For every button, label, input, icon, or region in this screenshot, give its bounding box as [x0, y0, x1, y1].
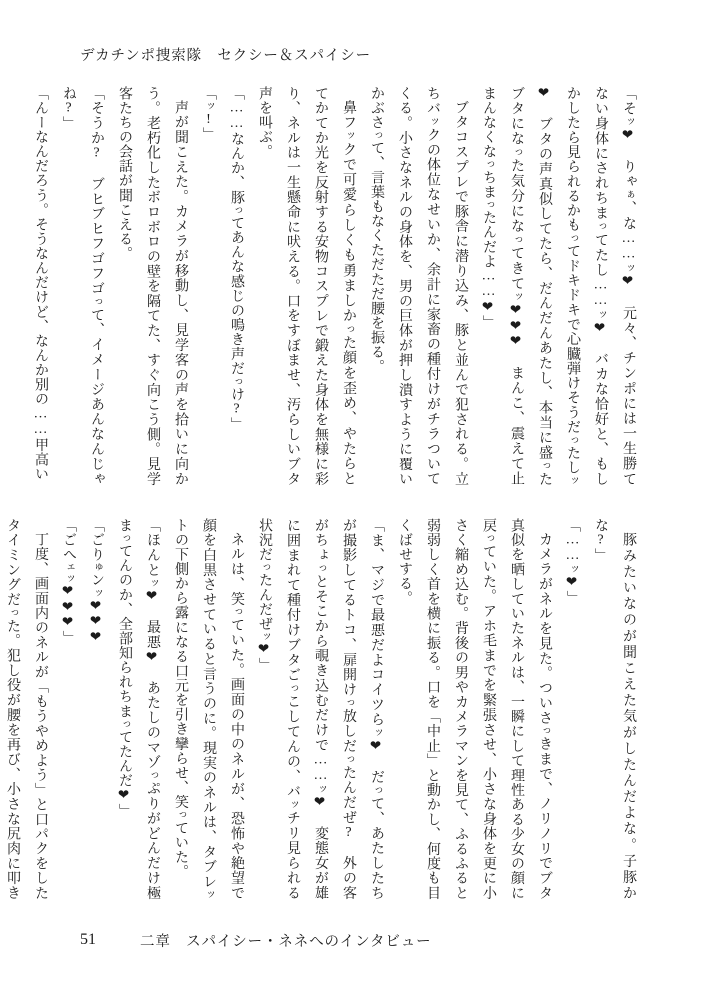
paragraph: 声が聞こえた。カメラが移動し、見学客の声を拾いに向かう。老朽化したボロボロの壁を隔てた、すぐ向こう側。見学客たちの会話が聞こえる。 [117, 86, 188, 487]
heart-icon: ❤ [509, 334, 524, 350]
paragraph: 「……なんか、豚ってあんな感じの鳴き声だっけ?」 [229, 86, 244, 432]
paragraph: 「ほんとッ❤ 最悪❤ あたしのマゾっぷりがどんだけ極まってんのか、全部知られちまってたんだ❤」 [117, 518, 160, 901]
paragraph: 「……ッ❤」 [565, 518, 580, 606]
heart-icon: ❤ [89, 598, 104, 615]
heart-icon: ❤ [117, 787, 132, 804]
page-footer [80, 926, 640, 954]
heart-icon: ❤ [145, 649, 160, 666]
paragraph: 「そうか? ブヒブヒフゴフゴって、イメージあんなんじゃね?」 [61, 86, 104, 487]
paragraph: 「ッ!」 [201, 86, 216, 142]
paragraph: 丁度、画面内のネルが「もうやめよう」と口パクをしたタイミングだった。犯し役が腰を再び、小さな尻肉に叩き [5, 518, 48, 901]
heart-icon: ❤ [621, 274, 636, 290]
heart-icon: ❤ [61, 584, 76, 600]
paragraph: ネルは、笑っていた。画面の中のネルが、恐怖や絶望で顔を白黒させていると言うのに。現実のネルは、タブレットの下側から露になる口元を引き攣らせ、笑っていた。 [173, 518, 244, 901]
heart-icon: ❤ [61, 615, 76, 631]
heart-icon: ❤ [89, 614, 104, 630]
paragraph: ブタコスプレで豚舎に潜り込み、豚と並んで犯される。立ちバックの体位なせいか、余計に家畜の種付けがチラついてくる。小さなネルの身体を、男の巨体が押し潰すように覆いかぶさって、言葉もなくただただ腰を振る。 [369, 86, 468, 487]
paragraph: 鼻フックで可愛らしくも勇ましかった顔を歪め、やたらとてかてか光を反射する安物コスプレで鍛えた身体を無様に彩り、ネルは一生懸命に吠える。口をすぼませ、汚らしいブタ声を叫ぶ。 [257, 86, 356, 487]
heart-icon: ❤ [369, 738, 384, 755]
heart-icon: ❤ [61, 599, 76, 616]
heart-icon: ❤ [313, 795, 328, 811]
paragraph: 豚みたいなのが聞こえた気がしたんだよな。子豚かな?」 [593, 518, 636, 901]
paragraph: 「そッ❤ りゃぁ、な……ッ❤ 元々、チンポには一生勝てない身体にされちまってたし……ッ❤ バカな恰好と、もしかしたら見られるかもってドキドキで心臓弾けそうだったしッ❤ ブタの声真似してたら、だんだんあたし、本当に盛ったブタになった気分になってきてッ❤❤❤ まんこ、震えて止まんなくなっちまったんだよ……❤」 [481, 86, 636, 487]
heart-icon: ❤ [481, 299, 496, 316]
running-head: デカチンポ捜索隊 セクシー＆スパイシー [80, 48, 372, 64]
paragraph: 「ごりゅンッ❤❤❤ [89, 518, 104, 646]
heart-icon: ❤ [509, 303, 524, 319]
paragraph: 「んーなんだろう。そうなんだけど、なんか別の……甲高い [33, 86, 48, 482]
heart-icon: ❤ [593, 320, 608, 337]
heart-icon: ❤ [89, 629, 104, 646]
heart-icon: ❤ [621, 127, 636, 144]
heart-icon: ❤ [145, 589, 160, 605]
heart-icon: ❤ [509, 318, 524, 335]
heart-icon: ❤ [537, 86, 552, 102]
body-text-upper-block [33, 86, 642, 487]
heart-icon: ❤ [257, 642, 272, 658]
page-number: 51 [80, 931, 96, 948]
paragraph: カメラがネルを見た。ついさっきまで、ノリノリでブタ真似を晒していたネルは、一瞬にして理性ある少女の顔に戻っていた。アホ毛までを緊張させ、小さな身体を更に小さく縮め込む。背後の男やカメラマンを見て、ふるふると弱弱しく首を横に振る。口を「中止」と動かし、何度も目くばせする。 [397, 518, 552, 901]
chapter-title: 二章 スパイシー・ネネへのインタビュー [140, 933, 432, 950]
paragraph: 「ごへェッ❤❤❤」 [61, 518, 76, 646]
paragraph: 「ま、マジで最悪だよコイツらッ❤ だって、あたしたちが撮影してるトコ、扉開けっ放しだったんだぜ? 外の客がちょっとそこから覗き込むだけで……ッ❤ 変態女が雄に囲まれて種付けブタごっこしてんの、バッチリ見られる状況だったんだぜッ❤」 [257, 518, 384, 901]
heart-icon: ❤ [565, 574, 580, 591]
body-text-lower-block [5, 518, 642, 901]
